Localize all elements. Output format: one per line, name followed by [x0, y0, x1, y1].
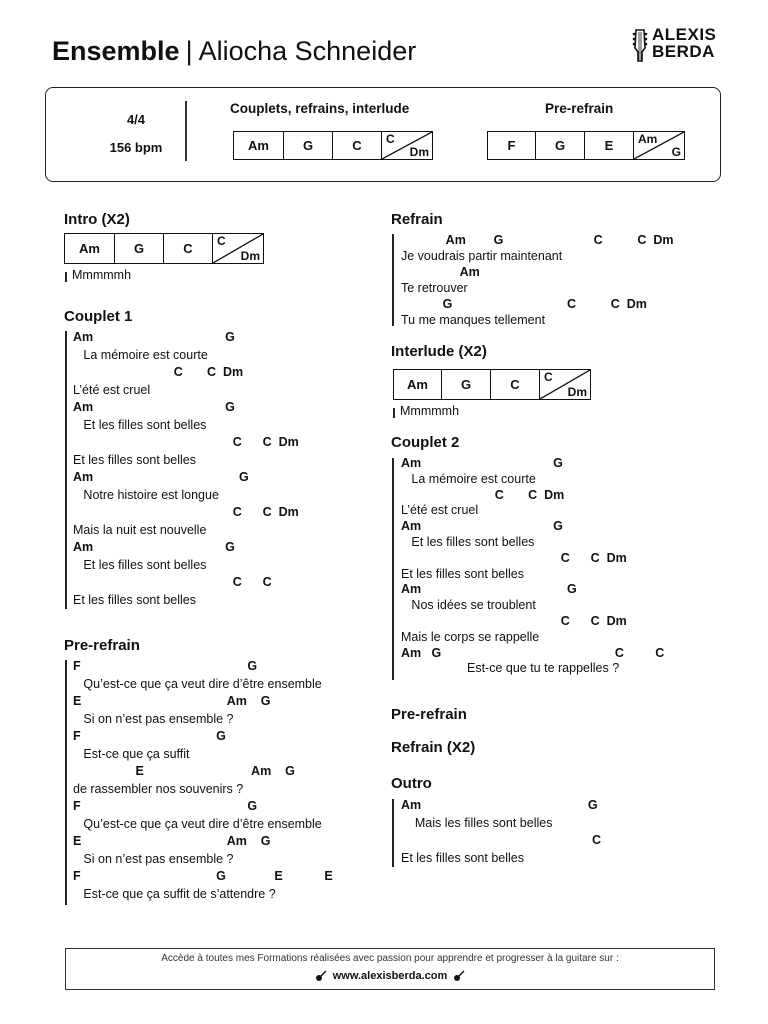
section-title-refrain: Refrain: [391, 211, 443, 228]
chord-line: F G: [73, 729, 226, 743]
chord-line: E Am G: [73, 764, 295, 778]
chord-grid-prerefrain: [487, 131, 685, 160]
tempo: 156 bpm: [109, 140, 163, 155]
split-top-chord: C: [544, 370, 553, 384]
section-bar-refrain: [392, 234, 394, 326]
section-title-pre-refrain-2: Pre-refrain: [391, 706, 467, 723]
chord-line: C C Dm: [401, 487, 565, 502]
lyric-line: Si on n’est pas ensemble ?: [73, 851, 234, 866]
lyric-line: L’été est cruel: [73, 382, 151, 397]
chord-line: Am: [401, 265, 480, 279]
split-bottom-chord: G: [671, 145, 681, 159]
grid-split-cell: [540, 370, 590, 399]
logo-text: [652, 26, 716, 60]
grid-cell: C: [333, 132, 382, 159]
footer-box: [65, 948, 715, 990]
lyric-line: La mémoire est courte: [73, 347, 208, 362]
lyrics-couplet-2: [401, 456, 664, 677]
section-title-interlude: Interlude (X2): [391, 343, 487, 360]
section-title-outro: Outro: [391, 775, 432, 792]
grid-split-cell: [382, 132, 432, 159]
lyrics-pre-refrain: [73, 658, 333, 903]
song-title: Ensemble: [52, 36, 180, 66]
chord-line: Am G: [73, 330, 235, 344]
split-top-chord: Am: [638, 132, 658, 146]
lyric-line: La mémoire est courte: [401, 471, 536, 486]
footer-link-row: [66, 970, 714, 982]
guitar-headstock-icon: [632, 28, 648, 62]
chord-line: G C C Dm: [401, 297, 647, 311]
lyric-line: Nos idées se troublent: [401, 598, 536, 613]
grid-split-cell: [213, 234, 263, 263]
info-divider: [185, 101, 187, 161]
grid-cell: Am: [65, 234, 115, 263]
footer-text: Accède à toutes mes Formations réalisées avec passion pour apprendre et progresser à la guitare sur :: [161, 953, 619, 964]
section-title-couplet-2: Couplet 2: [391, 434, 460, 451]
grid-split-cell: [634, 132, 684, 159]
chord-line: Am G: [401, 456, 563, 470]
lyric-line: Mais la nuit est nouvelle: [73, 522, 207, 537]
split-bottom-chord: Dm: [567, 385, 587, 399]
chord-grid-intro: [64, 233, 264, 264]
grid-label-prerefrain: Pre-refrain: [545, 101, 614, 116]
lyric-line: Qu’est-ce que ça veut dire d’être ensemble: [73, 816, 322, 831]
lyric-line: Si on n’est pas ensemble ?: [73, 711, 234, 726]
chord-line: F G: [73, 799, 258, 813]
chord-line: C C Dm: [401, 613, 627, 628]
chord-line: Am G: [73, 540, 235, 554]
lyric-line: Et les filles sont belles: [73, 557, 207, 572]
section-title-couplet-1: Couplet 1: [64, 308, 133, 325]
chord-line: E Am G: [73, 694, 271, 708]
lyrics-outro: [401, 797, 601, 867]
grid-cell: G: [284, 132, 333, 159]
lyric-line: Est-ce que ça suffit de s’attendre ?: [73, 886, 276, 901]
split-top-chord: C: [217, 234, 226, 248]
lyric-line: Est-ce que ça suffit: [73, 746, 190, 761]
section-title-refrain-2: Refrain (X2): [391, 739, 476, 756]
lyric-line: Je voudrais partir maintenant: [401, 249, 563, 263]
chord-line: Am G: [401, 798, 598, 812]
chord-line: Am G: [73, 400, 235, 414]
chord-line: C: [401, 833, 602, 847]
chord-line: Am G: [401, 519, 563, 534]
song-info-box: [45, 87, 721, 182]
chord-line: C C Dm: [401, 550, 627, 565]
grid-cell: G: [115, 234, 164, 263]
lyric-line: Te retrouver: [401, 281, 468, 295]
chord-line: C C: [73, 575, 272, 589]
grid-cell: Am: [394, 370, 442, 399]
lyric-line: Est-ce que tu te rappelles ?: [401, 661, 620, 676]
title-separator: |: [185, 36, 193, 66]
chord-line: C C Dm: [73, 435, 299, 449]
lyrics-couplet-1: [73, 329, 299, 609]
lyric-line: Et les filles sont belles: [401, 850, 524, 865]
split-bottom-chord: Dm: [409, 145, 429, 159]
page-title: [52, 34, 416, 68]
grid-label-couplets: Couplets, refrains, interlude: [230, 101, 410, 116]
grid-cell: E: [585, 132, 634, 159]
website-link[interactable]: www.alexisberda.com: [332, 970, 448, 982]
chord-line: C C Dm: [73, 365, 244, 379]
lyric-line: de rassembler nos souvenirs ?: [73, 781, 244, 796]
guitar-icon: [315, 970, 327, 982]
grid-cell: G: [536, 132, 585, 159]
chord-line: Am G: [73, 470, 249, 484]
section-bar-outro: [392, 799, 394, 867]
logo-line-2: BERDA: [652, 42, 715, 61]
chord-line: Am G: [401, 582, 577, 597]
section-bar-couplet-2: [392, 458, 394, 680]
grid-cell: Am: [234, 132, 284, 159]
chord-line: Am G C C Dm: [401, 233, 674, 247]
lyric-line: Notre histoire est longue: [73, 487, 219, 502]
interlude-hum: Mmmmmh: [400, 404, 460, 418]
lyric-line: Mais le corps se rappelle: [401, 629, 540, 644]
lyric-line: L’été est cruel: [401, 503, 479, 518]
lyric-line: Et les filles sont belles: [73, 417, 207, 432]
hum-bar: [65, 272, 67, 282]
grid-cell: G: [442, 370, 491, 399]
chord-line: F G: [73, 659, 258, 673]
brand-logo[interactable]: [632, 26, 732, 64]
section-bar-pre-refrain: [65, 660, 67, 905]
intro-hum: Mmmmmh: [72, 268, 132, 282]
chord-line: E Am G: [73, 834, 271, 848]
lyric-line: Mais les filles sont belles: [401, 815, 553, 830]
chord-grid-couplets: [233, 131, 433, 160]
lyric-line: Et les filles sont belles: [73, 592, 196, 607]
chord-line: Am G C C: [401, 645, 665, 660]
section-title-intro: Intro (X2): [64, 211, 130, 228]
split-top-chord: C: [386, 132, 395, 146]
grid-cell: F: [488, 132, 536, 159]
grid-cell: C: [491, 370, 540, 399]
lyric-line: Et les filles sont belles: [401, 534, 535, 549]
section-bar-couplet-1: [65, 331, 67, 609]
guitar-icon: [453, 970, 465, 982]
lyric-line: Et les filles sont belles: [73, 452, 196, 467]
chord-line: C C Dm: [73, 505, 299, 519]
chord-line: F G E E: [73, 869, 333, 883]
lyric-line: Et les filles sont belles: [401, 566, 524, 581]
logo-line-1: ALEXIS: [652, 25, 717, 44]
lyrics-refrain: [401, 232, 674, 328]
split-bottom-chord: Dm: [240, 249, 260, 263]
lyric-line: Qu’est-ce que ça veut dire d’être ensemble: [73, 676, 322, 691]
grid-cell: C: [164, 234, 213, 263]
chord-grid-interlude: [393, 369, 591, 400]
time-signature: 4/4: [126, 112, 146, 127]
lyric-line: Tu me manques tellement: [401, 313, 546, 327]
section-title-pre-refrain: Pre-refrain: [64, 637, 140, 654]
artist-name: Aliocha Schneider: [198, 36, 417, 66]
hum-bar: [393, 408, 395, 418]
